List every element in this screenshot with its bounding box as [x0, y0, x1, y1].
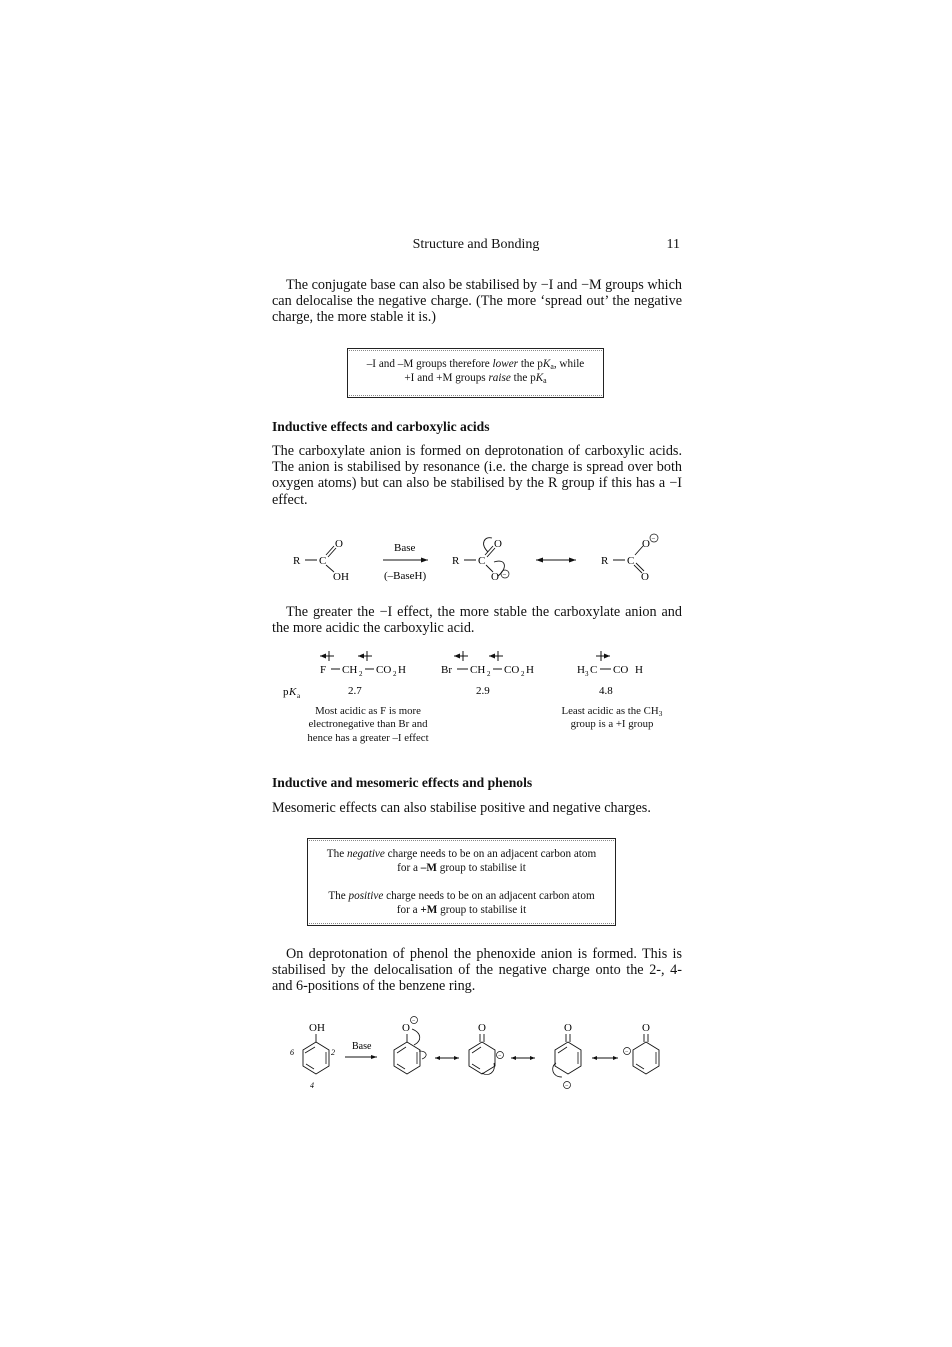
svg-text:−: − [412, 1018, 416, 1025]
carboxylic-acid-structure [293, 538, 349, 583]
svg-text:O: O [478, 1022, 486, 1034]
svg-text:−: − [651, 534, 656, 543]
pka-row [283, 685, 613, 700]
inductive-arrow-icon [454, 651, 468, 661]
heading-mesomeric-phenols: Inductive and mesomeric effects and phenols [272, 775, 533, 790]
svg-text:2.9: 2.9 [476, 685, 490, 697]
phenol-structure [290, 1022, 335, 1090]
base-arrow [383, 542, 428, 582]
svg-text:O: O [642, 538, 650, 550]
svg-text:CO: CO [376, 664, 392, 676]
svg-text:OH: OH [309, 1022, 325, 1034]
page-number: 11 [666, 237, 680, 252]
paragraph-phenoxide: On deprotonation of phenol the phenoxide anion is formed. This is stabilised by the delocalisation of the negative charge onto the 2-, 4- and 6-positions of the benzene ring. [272, 946, 682, 995]
heading-inductive-carboxylic: Inductive effects and carboxylic acids [272, 419, 490, 434]
resonance-arrow [511, 1056, 535, 1060]
box2-positive-line2: for a +M group to stabilise it [396, 904, 527, 916]
box2-negative-line2: for a –M group to stabilise it [397, 862, 526, 874]
acetic-acid [577, 651, 643, 678]
svg-text:Base: Base [352, 1041, 372, 1052]
box2-positive-line1: The positive charge needs to be on an adjacent carbon atom [328, 890, 595, 902]
svg-text:H: H [577, 664, 585, 676]
svg-text:−: − [625, 1049, 629, 1056]
carboxylate-structure-a [452, 538, 509, 583]
svg-text:O: O [335, 538, 343, 550]
svg-text:Base: Base [394, 542, 416, 554]
resonance-form-6-carbanion [624, 1022, 660, 1074]
svg-text:−: − [565, 1083, 569, 1090]
svg-text:O: O [402, 1022, 410, 1034]
svg-text:3: 3 [585, 670, 589, 678]
phenoxide-structure [394, 1017, 426, 1075]
svg-text:H: H [526, 664, 534, 676]
acid-comparison [278, 648, 678, 708]
svg-text:C: C [478, 555, 486, 567]
svg-text:H: H [398, 664, 406, 676]
svg-text:R: R [452, 555, 460, 567]
paragraph-carboxylate: The carboxylate anion is formed on deprotonation of carboxylic acids. The anion is stabilised by resonance (i.e. the charge is spread over both oxygen atoms) but can also be stabilised by the R group if this has a −I effect. [272, 443, 682, 508]
svg-text:Br: Br [441, 664, 452, 676]
svg-text:R: R [293, 555, 301, 567]
svg-text:a: a [297, 692, 301, 700]
note-least-acidic: Least acidic as the $CH_3$ group is a +I group [561, 705, 663, 731]
svg-text:2: 2 [359, 670, 363, 678]
svg-text:CO: CO [613, 664, 629, 676]
svg-text:2.7: 2.7 [348, 685, 362, 697]
inductive-arrow-icon [489, 651, 503, 661]
svg-text:OH: OH [333, 571, 349, 583]
svg-text:2: 2 [521, 670, 525, 678]
resonance-arrow [536, 558, 576, 563]
box1-line2: +I and +M groups raise the $pK_a$ [404, 372, 547, 385]
svg-text:R: R [601, 555, 609, 567]
carboxylate-structure-b [601, 534, 658, 583]
mesomeric-rules-box [307, 838, 616, 926]
box1-line1: –I and –M groups therefore lower the $pK_a$, while [366, 358, 585, 371]
note-most-acidic: Most acidic as F is more electronegative than Br and hence has a greater –I effect [307, 705, 429, 744]
resonance-form-2-carbanion [469, 1022, 504, 1075]
svg-text:C: C [627, 555, 635, 567]
paragraph-conjugate-base: The conjugate base can also be stabilised by −I and −M groups which can delocalise the negative charge. (The more ‘spread out’ the negative charge, the more stable it is.) [272, 277, 682, 326]
svg-text:(–BaseH): (–BaseH) [384, 570, 427, 582]
svg-text:2: 2 [487, 670, 491, 678]
inductive-arrow-icon [358, 651, 372, 661]
phenoxide-resonance-scheme [282, 1015, 672, 1095]
page-header [272, 237, 680, 257]
svg-text:O: O [564, 1022, 572, 1034]
base-arrow [345, 1041, 377, 1059]
box2-negative-line1: The negative charge needs to be on an adjacent carbon atom [326, 848, 597, 860]
inductive-arrow-icon [596, 651, 610, 661]
svg-text:K: K [289, 686, 297, 698]
svg-text:6: 6 [290, 1048, 294, 1057]
svg-text:O: O [494, 538, 502, 550]
fluoroacetic-acid [320, 651, 406, 678]
svg-text:2: 2 [393, 670, 397, 678]
svg-text:−: − [502, 570, 507, 579]
svg-text:2: 2 [331, 1048, 335, 1057]
paragraph-mesomeric: Mesomeric effects can also stabilise positive and negative charges. [272, 800, 651, 816]
svg-text:C: C [319, 555, 327, 567]
svg-text:C: C [590, 664, 598, 676]
svg-text:CH: CH [342, 664, 358, 676]
resonance-arrow [435, 1056, 459, 1060]
svg-text:O: O [642, 1022, 650, 1034]
paragraph-greater-i-effect: The greater the −I effect, the more stable the carboxylate anion and the more acidic the carboxylic acid. [272, 604, 682, 637]
svg-text:4: 4 [310, 1081, 314, 1090]
bromoacetic-acid [441, 651, 534, 678]
pka-summary-box [347, 348, 604, 398]
svg-text:O: O [491, 571, 499, 583]
svg-text:p: p [283, 686, 289, 698]
resonance-form-4-carbanion [553, 1022, 581, 1090]
svg-text:CO: CO [504, 664, 520, 676]
inductive-arrow-icon [320, 651, 334, 661]
svg-text:O: O [641, 571, 649, 583]
running-title: Structure and Bonding [412, 237, 540, 252]
svg-text:−: − [498, 1053, 502, 1060]
resonance-arrow [592, 1056, 618, 1060]
svg-text:H: H [635, 664, 643, 676]
svg-text:F: F [320, 664, 327, 676]
svg-text:CH: CH [470, 664, 486, 676]
svg-text:4.8: 4.8 [599, 685, 613, 697]
carboxylate-resonance-scheme [280, 528, 680, 590]
